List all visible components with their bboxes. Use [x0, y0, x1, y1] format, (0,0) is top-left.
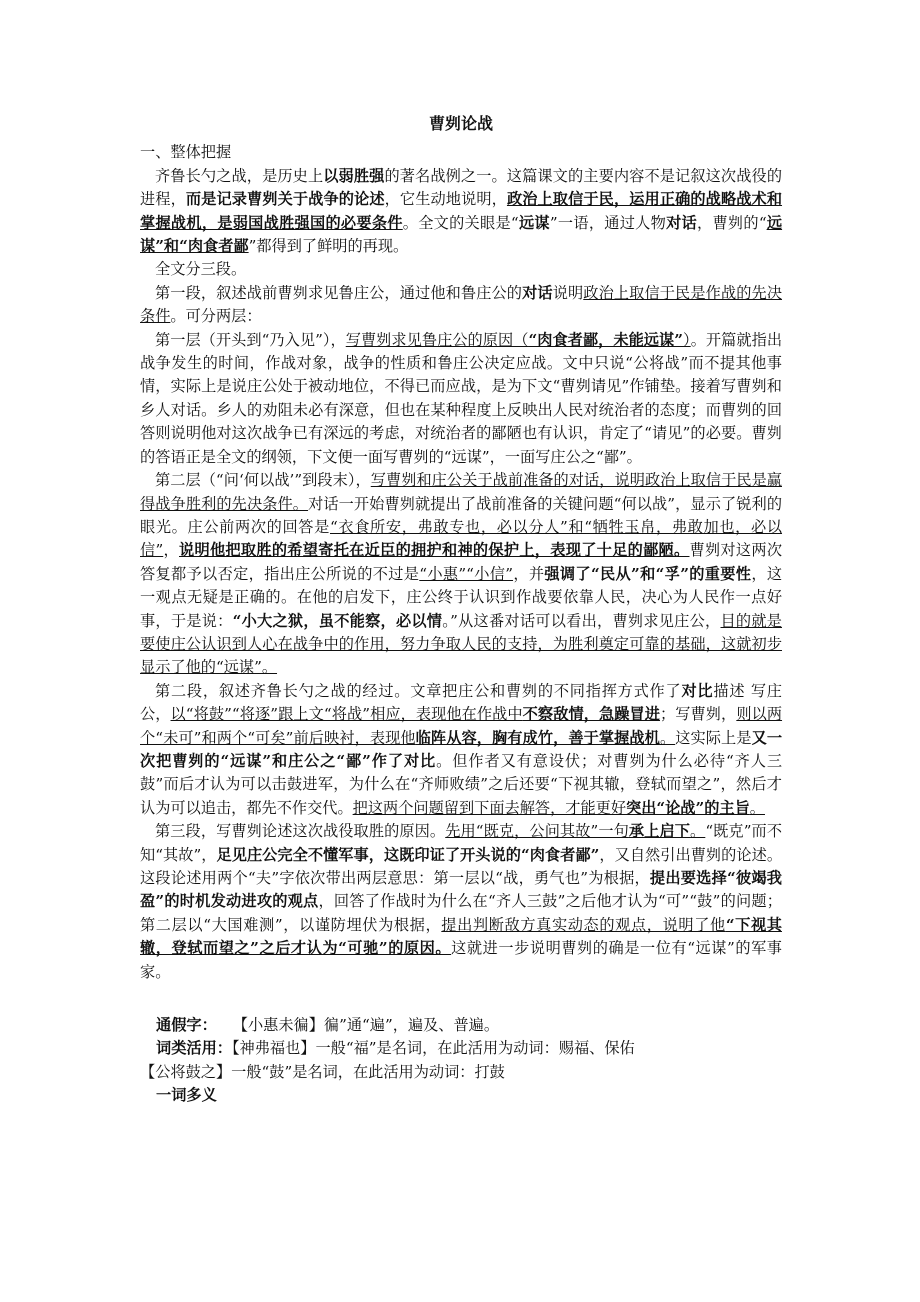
text-run: 不察敌情，急躁冒进 [522, 705, 661, 724]
text-run: 对话一开始曹刿就提出了战前准备的关键问题“何以战”，显示了锐利的眼光。庄公前两次的回答是 [140, 494, 783, 536]
text-run: “衣食所安，弗敢专也，必以分人”和“牺牲玉帛，弗敢加也，必以信” [140, 517, 783, 560]
text-run: 第二层（“问‘何以战’”到段末）， [155, 471, 371, 490]
text-run: 曹刿对这两次答复都予以否定，指出庄公所说的不过是 [140, 541, 783, 583]
text-run: 提出判断敌方真实动态的观点，说明了他 [441, 915, 726, 934]
paragraph-overview [140, 165, 782, 259]
tongjia-label: 通假字： [156, 1016, 217, 1035]
paragraph-part1-layer2 [140, 469, 782, 680]
text-run: “小大之狱，虽不能察，必以情 [232, 611, 443, 630]
text-run: 远谋”和“肉食者鄙 [140, 213, 783, 256]
text-run: 说明 [552, 283, 584, 302]
text-run: 。但作者又有意设伏；对曹刿为什么必待“齐人三鼓”而后才认为可以击鼓进军，为什么在“齐师败绩”之后还要“下视其辙，登轼而望之”，然后才认为可以追击，都先不作交代。 [140, 751, 783, 817]
text-run: 足见庄公完全不懂军事，这既印证了开头说的“肉食者鄙” [216, 845, 600, 864]
text-run: ”都得到了鲜明的再现。 [248, 237, 409, 256]
text-run: 写曹刿和庄公关于战前准备的对话，说明政治上取信于民是赢得战争胜利的先决条件。 [140, 471, 782, 513]
text-run: ，它生动地说明， [384, 190, 507, 209]
paragraph-part1 [140, 282, 782, 329]
text-run: 这实际上是 [675, 728, 752, 747]
paragraph-part1-layer1 [140, 329, 782, 469]
text-run: 。 [659, 728, 676, 747]
text-run: 写曹刿求见鲁庄公的原因（ [345, 330, 529, 349]
text-run: ） [683, 330, 691, 349]
text-run: “肉食者鄙，未能远谋” [528, 330, 684, 349]
document-title: 曹刿论战 [428, 114, 493, 133]
text-run: 。”从这番对话可以看出，曹刿求见庄公， [442, 611, 721, 630]
text-run: 。全文的关眼是“ [402, 213, 519, 232]
text-run: 政治上取信于民是作战的先决条件 [140, 283, 783, 326]
paragraph-structure [140, 258, 782, 281]
text-run: 。 [690, 822, 706, 841]
cilei-line-2: 【公将鼓之】一般“鼓”是名词，在此活用为动词：打鼓 [140, 1062, 505, 1081]
text-run: 把这两个问题留到下面去解答，才能更好 [352, 798, 626, 817]
text-run: ；写曹刿， [660, 705, 737, 724]
text-run: 对话 [522, 283, 553, 302]
cilei-label: 词类活用： [156, 1039, 232, 1058]
text-run: 而是记录曹刿关于战争的论述 [185, 190, 385, 209]
cilei-line [140, 1037, 782, 1060]
text-run: 以弱胜强 [323, 166, 385, 185]
text-run: 对比 [681, 681, 714, 700]
text-run: “下视其辙，登轼而望之”之后才认为“可驰”的原因。 [140, 915, 782, 958]
text-run: 对话 [666, 213, 698, 232]
section-heading: 一、整体把握 [140, 143, 232, 162]
text-run: 。 [749, 798, 765, 817]
text-run: ， [163, 541, 179, 560]
text-run: 承上启下 [628, 822, 691, 841]
text-run: 齐鲁长勺之战，是历史上 [155, 166, 324, 185]
text-run: 说明他把取胜的希望寄托在近臣的拥护和神的保护上，表现了十足的鄙陋。 [179, 541, 690, 560]
text-run: 第一层（开头到“乃入见”）， [155, 330, 346, 349]
spacer [140, 984, 782, 1014]
text-run: 远谋 [518, 213, 550, 232]
text-run: “既克”而不知“其故”， [140, 822, 783, 864]
text-run: ，并 [513, 564, 545, 583]
text-run: 突出“论战”的主旨 [626, 798, 750, 817]
text-run: ，曹刿的“ [697, 213, 767, 232]
text-run: 政治上取信于民，运用正确的战略战术和掌握战机，是弱国战胜强国的必要条件 [140, 190, 783, 232]
text-run: 目的就是要使庄公认识到人心在战争中的作用，努力争取人民的支持，为胜利奠定可靠的基础，这就初步显示了他的“远谋”。 [140, 611, 782, 677]
text-run: 全文分三段。 [155, 260, 247, 279]
text-run: ，回答了作战时为什么在“齐人三鼓”之后他才认为“可”“鼓”的问题；第二层以“大国难测”，以谨防埋伏为根据， [140, 892, 782, 934]
tongjia-text: 【小惠未徧】徧”通“遍”，遍及、普遍。 [232, 1016, 500, 1035]
text-run: 先用“既克，公问其故”一句 [445, 822, 629, 841]
text-run: “小惠”“小信” [419, 564, 514, 583]
text-run: 以“将鼓”“将逐”跟上文“将战”相应，表现他在作战中 [170, 705, 523, 724]
text-run: 这就进一步说明曹刿的确是一位有“远谋”的军事家。 [140, 939, 782, 981]
tongjia-line [140, 1014, 782, 1037]
text-run: 又一次把曹刿的“远谋”和庄公之“鄙”作了对比 [140, 728, 783, 770]
text-run: 提出要选择“彼竭我盈”的时机发动进攻的观点 [140, 869, 782, 911]
text-run: 的著名战例之一。这篇课文的主要内容不是记叙这次战役的进程， [140, 166, 783, 209]
text-run: 第一段，叙述战前曹刿求见鲁庄公，通过他和鲁庄公的 [155, 283, 523, 302]
yici-heading: 一词多义 [156, 1086, 217, 1105]
document-body [140, 112, 782, 1108]
text-run: 强调了“民从”和“孚”的重要性 [544, 564, 752, 583]
paragraph-part2 [140, 680, 782, 820]
text-run: ”一语，通过人物 [549, 213, 667, 232]
text-run: 则以两个“未可”和两个“可矣”前后映衬，表现他 [140, 705, 783, 747]
text-run: 。开篇就指出战争发生的时间，作战对象，战争的性质和鲁庄公决定应战。文中只说“公将战”而不提其他事情，实际上是说庄公处于被动地位，不得已而应战，是为下文“曹刿请见”作铺垫。接着写曹刿和乡人对话。乡人的劝阻未必有深意，但也在某种程度上反映出人民对统治者的态度；而曹刿的回答则说明他对这次战争已有深远的考虑，对统治者的鄙陋也有认识，肯定了“请见”的必要。曹刿的答语正是全文的纲领，下文便一面写曹刿的“远谋”，一面写庄公之“鄙”。 [140, 330, 783, 466]
text-run: 。可分两层： [170, 307, 262, 326]
text-run: 临阵从容，胸有成竹，善于掌握战机 [415, 728, 660, 747]
text-run: ，这一观点无疑是正确的。在他的启发下，庄公终于认识到作战要依靠人民，决心为人民作一点好事，于是说： [140, 564, 783, 630]
paragraph-part3 [140, 820, 782, 984]
text-run: ，又自然引出曹刿的论述。这段论述用两个“夫”字依次带出两层意思：第一层以“战，勇气也”为根据， [140, 845, 783, 887]
text-run: 描述 写庄公， [140, 681, 782, 724]
cilei-text: 【神弗福也】一般“福”是名词，在此活用为动词：赐福、保佑 [231, 1039, 635, 1058]
text-run: 第三段，写曹刿论述这次战役取胜的原因。 [155, 822, 446, 841]
text-run: 第二段，叙述齐鲁长勺之战的经过。文章把庄公和曹刿的不同指挥方式作了 [155, 681, 682, 700]
